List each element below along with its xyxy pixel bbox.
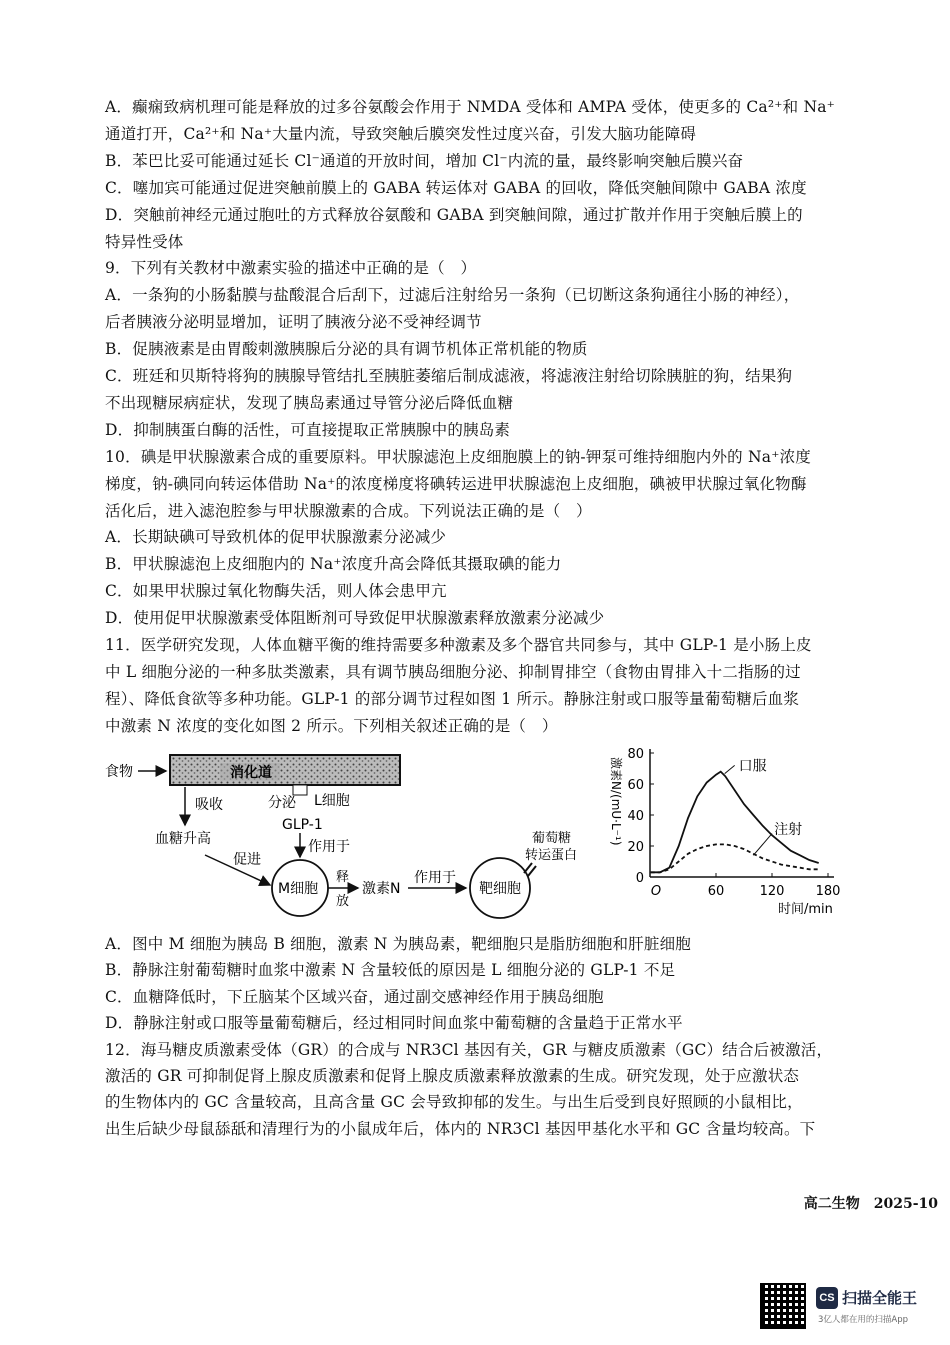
text-line: 11．医学研究发现，人体血糖平衡的维持需要多种激素及多个器官共同参与，其中 GLP-1 是小肠上皮 — [105, 636, 812, 654]
hormone-n-label: 激素N — [362, 881, 401, 897]
text-line: A．长期缺碘可导致机体的促甲状腺激素分泌减少 — [105, 528, 447, 547]
release-label-2: 放 — [336, 894, 350, 909]
text-line: 不出现糖尿病症状，发现了胰岛素通过导管分泌后降低血糖 — [105, 393, 514, 412]
series-line-injection — [651, 844, 819, 872]
text-line: A．图中 M 细胞为胰岛 B 细胞，激素 N 为胰岛素，靶细胞只是脂肪细胞和肝脏细胞 — [105, 935, 691, 953]
camscanner-logo-icon: CS — [816, 1287, 838, 1309]
text-line: 10．碘是甲状腺激素合成的重要原料。甲状腺滤泡上皮细胞膜上的钠-钾泵可维持细胞内外的 Na⁺浓度 — [105, 447, 811, 466]
text-line: B．甲状腺滤泡上皮细胞内的 Na⁺浓度升高会降低其摄取碘的能力 — [105, 555, 562, 574]
x-tick-label: 120 — [759, 884, 785, 899]
text-line: 梯度，钠-碘同向转运体借助 Na⁺的浓度梯度将碘转运进甲状腺滤泡上皮细胞，碘被甲状腺过氧化物酶 — [105, 474, 807, 493]
text-line: 出生后缺少母鼠舔舐和清理行为的小鼠成年后，体内的 NR3Cl 基因甲基化水平和 GC 含量均较高。下 — [105, 1119, 816, 1138]
oral-series-label: 口服 — [738, 758, 767, 775]
text-line: 激活的 GR 可抑制促肾上腺皮质激素和促肾上腺皮质激素释放激素的生成。研究发现，处于应激状态 — [105, 1067, 800, 1085]
text-line: B．促胰液素是由胃酸刺激胰腺后分泌的具有调节机体正常机能的物质 — [105, 340, 588, 359]
text-line: 活化后，进入滤泡腔参与甲状腺激素的合成。下列说法正确的是（ ） — [105, 501, 592, 520]
m-cell-label: M细胞 — [278, 881, 319, 897]
l-cell-label: L细胞 — [314, 793, 350, 809]
text-line: B．静脉注射葡萄糖时血浆中激素 N 含量较低的原因是 L 细胞分泌的 GLP-1 不足 — [105, 961, 676, 980]
food-label: 食物 — [105, 764, 133, 780]
absorb-label: 吸收 — [195, 797, 223, 813]
acts-on-label-2: 作用于 — [414, 870, 456, 886]
transporter-label-2: 转运蛋白 — [525, 848, 578, 863]
text-line: C．班廷和贝斯特将狗的胰腺导管结扎至胰脏萎缩后制成滤液，将滤液注射给切除胰脏的狗，结果狗 — [105, 367, 793, 385]
y-tick-label: 20 — [627, 840, 644, 855]
release-label-1: 释 — [336, 870, 350, 885]
x-tick-label: 180 — [815, 884, 841, 899]
text-line: 中 L 细胞分泌的一种多肽类激素，具有调节胰岛细胞分泌、抑制胃排空（食物由胃排入十二指肠的过 — [105, 662, 801, 681]
text-line: A．一条狗的小肠黏膜与盐酸混合后刮下，过滤后注射给另一条狗（已切断这条狗通往小肠的神经）， — [105, 286, 800, 305]
scanner-watermark — [760, 1283, 940, 1333]
text-line: 后者胰液分泌明显增加，证明了胰液分泌不受神经调节 — [105, 313, 482, 332]
text-line: C．噻加宾可能通过促进突触前膜上的 GABA 转运体对 GABA 的回收，降低突触间隙中 GABA 浓度 — [105, 178, 807, 197]
acts-on-label-1: 作用于 — [308, 839, 350, 855]
y-tick-label: 60 — [627, 778, 644, 793]
text-line: D．静脉注射或口服等量葡萄糖后，经过相同时间血浆中葡萄糖的含量趋于正常水平 — [105, 1014, 683, 1033]
y-axis-label: 激素N/(mU·L⁻¹) — [609, 757, 623, 846]
digestive-tract — [170, 755, 400, 785]
text-line: D．突触前神经元通过胞吐的方式释放谷氨酸和 GABA 到突触间隙，通过扩散并作用于突触后膜上的 — [105, 205, 803, 224]
text-line: D．抑制胰蛋白酶的活性，可直接提取正常胰腺中的胰岛素 — [105, 420, 511, 439]
tract-label: 消化道 — [230, 765, 272, 781]
text-line: C．血糖降低时，下丘脑某个区域兴奋，通过副交感神经作用于胰岛细胞 — [105, 987, 604, 1006]
y-tick-label: 0 — [635, 871, 644, 886]
scanner-app-name: 扫描全能王 — [842, 1289, 918, 1307]
promote-label: 促进 — [233, 852, 261, 868]
text-line: 通道打开，Ca²⁺和 Na⁺大量内流，导致突触后膜突发性过度兴奋，引发大脑功能障碍 — [105, 124, 697, 143]
scanner-tagline: 3亿人都在用的扫描App — [818, 1315, 909, 1325]
l-cell-box — [293, 785, 307, 795]
secrete-label: 分泌 — [268, 795, 296, 811]
text-line: 特异性受体 — [105, 232, 184, 251]
text-line: 的生物体内的 GC 含量较高，且高含量 GC 会导致抑郁的发生。与出生后受到良好照顾的小鼠相比， — [105, 1093, 803, 1112]
y-tick-label: 40 — [627, 809, 644, 824]
text-line: B．苯巴比妥可能通过延长 Cl⁻通道的开放时间，增加 Cl⁻内流的量，最终影响突触后膜兴奋 — [105, 151, 744, 170]
glp1-label: GLP-1 — [282, 817, 323, 833]
text-line: C．如果甲状腺过氧化物酶失活，则人体会患甲亢 — [105, 582, 447, 601]
text-line: 程）、降低食欲等多种功能。GLP-1 的部分调节过程如图 1 所示。静脉注射或口服等量葡萄糖后血浆 — [105, 689, 800, 708]
x-axis-label: 时间/min — [778, 902, 833, 915]
oral-leader — [725, 765, 735, 773]
text-line: D．使用促甲状腺激素受体阻断剂可导致促甲状腺激素释放激素分泌减少 — [105, 609, 605, 628]
text-line: 9．下列有关教材中激素实验的描述中正确的是（ ） — [105, 259, 477, 278]
injection-series-label: 注射 — [774, 821, 803, 838]
text-line: 中激素 N 浓度的变化如图 2 所示。下列相关叙述正确的是（ ） — [105, 716, 558, 735]
text-line: 12．海马糖皮质激素受体（GR）的合成与 NR3Cl 基因有关，GR 与糖皮质激素（GC）结合后被激活， — [105, 1040, 833, 1059]
y-tick-label: 80 — [627, 747, 644, 762]
blood-sugar-label: 血糖升高 — [155, 831, 211, 847]
x-tick-label: O — [650, 884, 662, 899]
figure-1-diagram — [100, 745, 600, 925]
page-footer: 高二生物 2025-10 — [803, 1196, 938, 1212]
target-cell-label: 靶细胞 — [479, 881, 521, 897]
qr-code-icon — [760, 1283, 806, 1329]
x-tick-label: 60 — [707, 884, 725, 899]
text-line: A．癫痫致病机理可能是释放的过多谷氨酸会作用于 NMDA 受体和 AMPA 受体，使更多的 Ca²⁺和 Na⁺ — [105, 98, 836, 116]
transporter-label-1: 葡萄糖 — [532, 831, 572, 846]
injection-leader — [753, 834, 772, 856]
figure-2-chart — [600, 745, 860, 915]
